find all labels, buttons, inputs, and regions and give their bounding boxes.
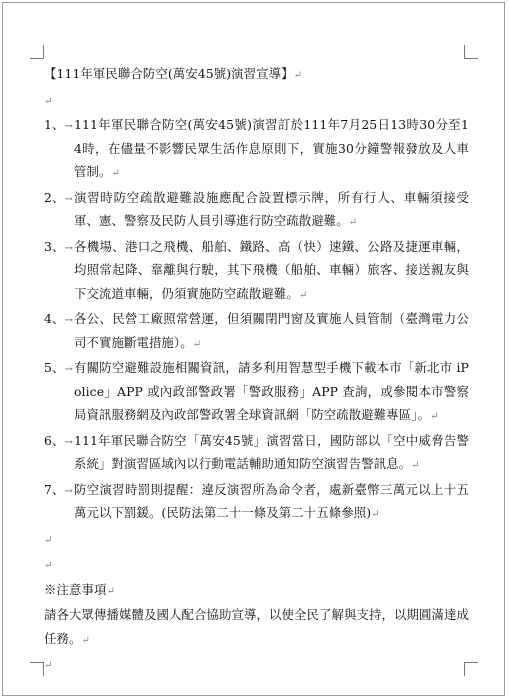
paragraph-mark: ↵ — [293, 70, 303, 81]
list-item-number: 3、→ — [44, 238, 73, 254]
tab-mark: → — [64, 436, 73, 448]
paragraph-mark: ↵ — [111, 168, 120, 179]
crop-mark-bottom-left — [30, 662, 44, 676]
paragraph-mark: ↵ — [371, 509, 380, 520]
list-item — [44, 307, 469, 356]
list-item-text: 111年軍民聯合防空「萬安45號」演習當日，國防部以「空中威脅告警系統」對演習區域內以行動電話輔助通知防空演習告警訊息。↵ — [74, 432, 469, 471]
list-item — [44, 235, 469, 308]
paragraph-mark: ↵ — [44, 560, 53, 571]
list-item-number: 7、→ — [44, 481, 73, 497]
tab-mark: → — [64, 485, 73, 497]
notice-heading-line — [44, 578, 469, 604]
list-item-number: 1、→ — [44, 117, 73, 132]
list-item — [44, 356, 469, 429]
paragraph-mark: ↵ — [44, 534, 53, 546]
list-item — [44, 478, 469, 527]
list-item-number: 4、→ — [44, 311, 73, 326]
list-item-text: 各機場、港口之飛機、船舶、鐵路、高（快）速鐵、公路及捷運車輛，均照常起降、靠離與行駛，其下飛機（船舶、車輛）旅客、接送親友與下交流道車輛，仍須實施防空疏散避難。↵ — [74, 238, 469, 301]
paragraph-mark: ↵ — [348, 217, 358, 228]
list-item — [44, 186, 469, 235]
paragraph-mark: ↵ — [44, 95, 53, 107]
blank-line — [44, 652, 469, 678]
tab-mark: → — [64, 121, 73, 132]
list-item-number: 6、→ — [44, 432, 73, 448]
tab-mark: → — [64, 315, 73, 326]
paragraph-mark: ↵ — [106, 585, 115, 597]
document-body[interactable] — [44, 62, 469, 678]
tab-mark: → — [64, 242, 73, 254]
document-title: 【111年軍民聯合防空(萬安45號)演習宣導】 — [44, 66, 294, 81]
list-item — [44, 429, 469, 478]
paragraph-mark: ↵ — [192, 338, 202, 350]
blank-line — [44, 552, 469, 578]
notice-text: 請各大眾傳播媒體及國人配合協助宣導，以使全民了解與支持，以期圓滿達成任務。↵ — [44, 607, 469, 646]
paragraph-mark: ↵ — [298, 289, 308, 301]
list-item-text: 防空演習時罰則提醒：違反演習所為命令者，處新臺幣三萬元以上十五萬元以下罰鍰。(民防法第二十一條及第二十五條參照)↵ — [74, 481, 469, 520]
paragraph-mark: ↵ — [44, 660, 53, 671]
paragraph-mark: ↵ — [81, 634, 90, 646]
blank-line — [44, 88, 469, 114]
tab-mark: → — [64, 193, 73, 205]
list-item-number: 5、→ — [44, 360, 73, 375]
paragraph-mark: ↵ — [430, 411, 439, 422]
crop-mark-top-right — [464, 45, 478, 59]
list-item-text: 演習時防空疏散避難設施應配合設置標示牌，所有行人、車輛須接受軍、憲、警察及民防人員引導進行防空疏散避難。↵ — [74, 189, 469, 228]
list-item-number: 2、→ — [44, 189, 73, 205]
document-title-line — [44, 62, 469, 88]
tab-mark: → — [64, 364, 73, 375]
list-item — [44, 113, 469, 186]
list-item-text: 111年軍民聯合防空(萬安45號)演習訂於111年7月25日13時30分至14時，在儘量不影響民眾生活作息原則下，實施30分鐘警報發放及人車管制。↵ — [74, 117, 469, 179]
blank-line — [44, 527, 469, 553]
list-item-text: 有關防空避難設施相關資訊，請多利用智慧型手機下載本市「新北市 iPolice」APP 或內政部警政署「警政服務」APP 查詢，或參閱本市警察局資訊服務網及內政部警政署全球資訊網「防空疏散避難專區」。↵ — [74, 360, 469, 422]
crop-mark-top-left — [30, 45, 44, 59]
list-item-text: 各公、民營工廠照常營運，但須關閉門窗及實施人員管制（臺灣電力公司不實施斷電措施）。↵ — [74, 311, 469, 350]
paragraph-mark: ↵ — [411, 460, 420, 471]
notice-heading: ※注意事項 — [44, 581, 107, 597]
